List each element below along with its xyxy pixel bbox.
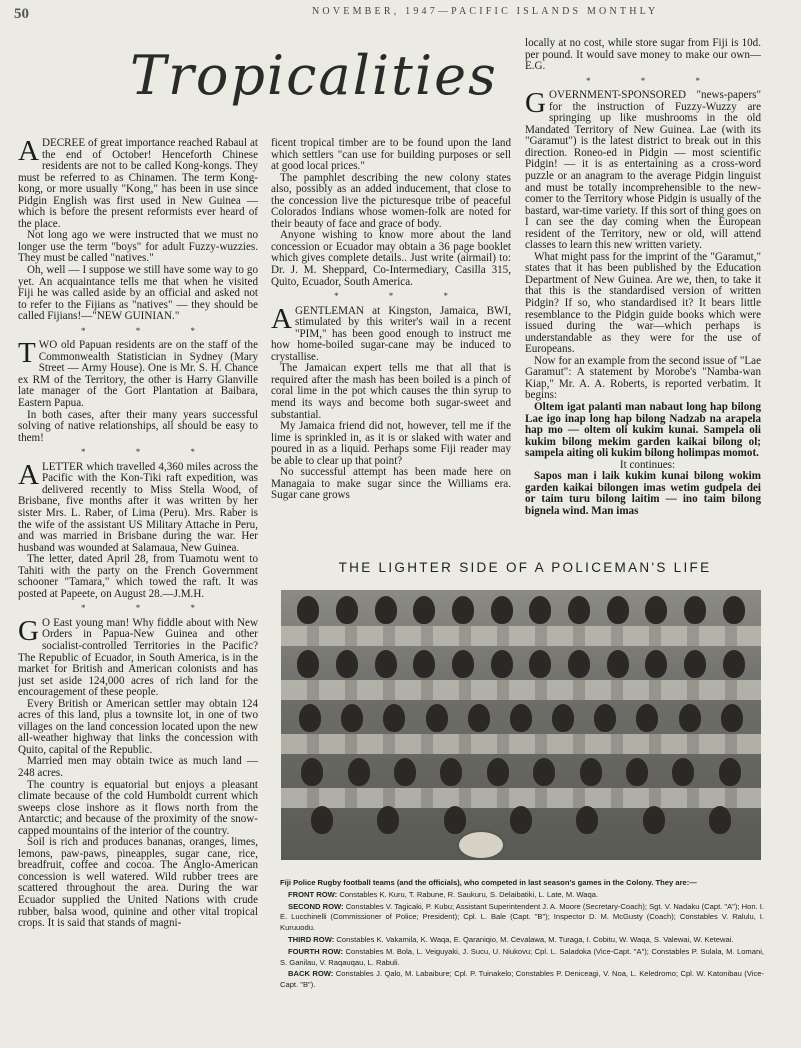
row-label: THIRD ROW: — [288, 934, 335, 944]
jerseys — [281, 680, 761, 700]
person — [645, 596, 667, 624]
article-paragraph: The country is equatorial but enjoys a pleasant climate because of the cold Humboldt current which sweeps close inshore as it flows north from the Antarctic; and because of the proximity of the snow-capped mountains of the interior of the country. — [18, 778, 258, 837]
row-names: Constables M. Bola, L. Veiguyaki, J. Sucu, U. Niukovu; Cpl. L. Saladoka (Vice-Capt. "A"); Constables P. Sulala, M. Lomani, S. Ganilau, V. Raqauqau, L. Rabuli. — [280, 946, 764, 967]
paragraph-text: WO old Papuan residents are on the staff of the Commonwealth Statistician in Sydney (Mary Street — Army House). One is Mr. S. H. Chance ex RM of the Territory, the other is Harry Glanville late manager of the Gort Plantation at Baibara, Eastern Papua. — [18, 339, 258, 410]
caption-row — [280, 969, 764, 991]
jerseys — [281, 734, 761, 754]
section-divider: * * * — [586, 75, 724, 86]
row-names: Constables J. Qalo, M. Labaibure; Cpl. P. Tuinakelo; Constables P. Deniceagi, V. Noa, L. Keledromo; Cpl. W. Katonibau (Vice-Capt. "B"). — [280, 969, 764, 990]
person — [491, 596, 513, 624]
article-paragraph: Oh, well — I suppose we still have some way to go yet. An acquaintance tells me that when he visited Fiji he was called aside by an official and asked not to refer to the Fijians as "natives" — they should be called Fijians!—"NEW GUINIAN." — [18, 264, 258, 323]
jerseys — [281, 626, 761, 646]
drop-cap: G — [525, 87, 546, 120]
drop-cap: A — [18, 458, 39, 491]
photo-row — [289, 806, 753, 834]
jerseys — [281, 788, 761, 808]
row-names: Constables K. Vakamila, K. Waqa, E. Qaraniqio, M. Cevalawa, M. Turaga, I. Cobitu, W. Waqa, S. Valewai, W. Ketewai. — [336, 934, 734, 944]
person — [684, 650, 706, 678]
article-paragraph — [18, 458, 258, 554]
caption-row — [280, 947, 764, 969]
section-divider: * * * — [81, 325, 219, 336]
team-photo — [281, 590, 761, 860]
person — [636, 704, 658, 732]
row-label: FRONT ROW: — [288, 889, 338, 899]
person — [709, 806, 731, 834]
person — [383, 704, 405, 732]
person — [552, 704, 574, 732]
article-paragraph: Not long ago we were instructed that we must no longer use the term "boys" for adult Fuzzy-wuzzies. They must be called "natives." — [18, 229, 258, 265]
article-paragraph — [18, 614, 258, 699]
person — [510, 704, 532, 732]
row-label: FOURTH ROW: — [288, 946, 344, 956]
article-paragraph — [525, 87, 761, 252]
column-title: Tropicalities — [130, 44, 498, 107]
person — [426, 704, 448, 732]
section-divider: * * * — [334, 291, 472, 302]
person — [452, 650, 474, 678]
article-paragraph: My Jamaica friend did not, however, tell me if the lime is sprinkled in, as it is or slaked with water and poured in as a liquid. Perhaps some Fiji reader may be able to clear up that point? — [271, 420, 511, 467]
person — [529, 596, 551, 624]
drop-cap: T — [18, 337, 36, 370]
rugby-ball — [457, 830, 505, 860]
caption-row — [280, 902, 764, 934]
person — [375, 596, 397, 624]
article-column-2 — [271, 138, 511, 558]
person — [301, 758, 323, 786]
person — [299, 704, 321, 732]
person — [444, 806, 466, 834]
article-paragraph — [18, 138, 258, 230]
person — [529, 650, 551, 678]
person — [336, 650, 358, 678]
person — [723, 596, 745, 624]
drop-cap: G — [18, 614, 39, 647]
running-head: NOVEMBER, 1947—PACIFIC ISLANDS MONTHLY — [312, 6, 659, 17]
person — [377, 806, 399, 834]
article-paragraph: ficent tropical timber are to be found upon the land which settlers "can use for building purposes or sell at good local prices." — [271, 138, 511, 173]
article-paragraph: In both cases, after their many years successful solving of native relationships, all should be easy to them! — [18, 408, 258, 444]
person — [679, 704, 701, 732]
person — [533, 758, 555, 786]
person — [297, 596, 319, 624]
photo-caption — [280, 878, 764, 992]
person — [672, 758, 694, 786]
article-paragraph: Anyone wishing to know more about the land concession or Ecuador may obtain a 36 page booklet which gives complete details.. Just write (airmail) to: Dr. J. M. Sheppard, Co-Intermediary, Casilla 315, Quito, Ecuador, South America. — [271, 229, 511, 288]
pidgin-quote: Sapos man i laik kukim kunai bilong wokim garden kaikai bilongen imas wetim gudpela dei or taim turu bilong laitim — ino taim bilong bignela wind. Man imas — [525, 470, 761, 517]
article-paragraph: The letter, dated April 28, from Tuamotu went to Tahiti with the party on the French Government schooner "Tamara," which towed the raft. It was posted at Papeete, on August 28.—J.M.H. — [18, 553, 258, 600]
person — [468, 704, 490, 732]
person — [348, 758, 370, 786]
article-paragraph: Now for an example from the second issue of "Lae Garamut": A statement by Morobe's "Namba-wan Kiap," Mr. A. A. Roberts, is reported verbatim. It begins: — [525, 354, 761, 402]
person — [311, 806, 333, 834]
person — [336, 596, 358, 624]
person — [341, 704, 363, 732]
photo-row — [289, 704, 753, 732]
person — [491, 650, 513, 678]
person — [576, 806, 598, 834]
person — [594, 704, 616, 732]
article-paragraph: locally at no cost, while store sugar from Fiji is 10d. per pound. It would save money to make our own—E.G. — [525, 38, 761, 73]
paragraph-text: O East young man! Why fiddle about with New Orders in Papua-New Guinea and other socialist-controlled Territories in the Pacific? The Republic of Ecuador, in South America, is in the market for British and American colonists and has just set aside 124,000 acres of rich land for the encouragement of these people. — [18, 616, 258, 699]
person — [297, 650, 319, 678]
photo-heading: THE LIGHTER SIDE OF A POLICEMAN'S LIFE — [338, 560, 712, 575]
person — [413, 650, 435, 678]
article-paragraph: Married men may obtain twice as much land — 248 acres. — [18, 755, 258, 779]
drop-cap: A — [271, 302, 292, 335]
person — [452, 596, 474, 624]
pidgin-quote: Oltem igat palanti man nabaut long hap bilong Lae igo inap long hap bilong Nadzab na arapela hap mo — oltem oli kukim kunai. Sampela oli kukim bilong mekim garden kaikai bilong ol; sampela aiting oli kukim bilong holimpas momot. — [525, 400, 761, 460]
person — [719, 758, 741, 786]
caption-intro: Fiji Police Rugby football teams (and the officials), who competed in last season's games in the Colony. They are:— — [280, 878, 697, 887]
person — [626, 758, 648, 786]
person — [645, 650, 667, 678]
paragraph-text: DECREE of great importance reached Rabaul at the end of October! Henceforth Chinese residents are not to be called Kong-kongs. They must be referred to as Chinamen. The term Kong-kong, or more usually "Kong," has been in use since Pidgin English was first used in New Guinea — which is before the present reformists ever heard of the place. — [18, 138, 258, 230]
article-paragraph: The Jamaican expert tells me that all that is required after the mash has been boiled is a pinch of coral lime in the pot which causes the thin syrup to mend its ways and become both sugar-sweet and substantial. — [271, 362, 511, 421]
article-column-3 — [525, 38, 761, 556]
row-label: BACK ROW: — [288, 969, 334, 979]
person — [394, 758, 416, 786]
person — [607, 650, 629, 678]
person — [643, 806, 665, 834]
caption-row — [280, 935, 764, 946]
person — [568, 650, 590, 678]
section-divider: * * * — [81, 603, 219, 614]
row-names: Constables V. Tagicaki, P. Kubu; Assistant Superintendent J. A. Moore (Secretary-Coach); Sgt. V. Nadaku (Capt. "A"); Hon. I. E. Lucchinelli (Commissioner of Police; President); Cpl. L. Bale (Capt. "B"); Inspector D. M. McGusty (Coach); Constables V. Ralulu, I. Kuruuodu. — [280, 901, 764, 933]
article-column-1 — [18, 138, 258, 1043]
person — [568, 596, 590, 624]
row-label: SECOND ROW: — [288, 901, 344, 911]
person — [487, 758, 509, 786]
person — [607, 596, 629, 624]
paragraph-text: OVERNMENT-SPONSORED "news-papers" for the instruction of Fuzzy-Wuzzy are springing up like mushrooms in the old Mandated Territory of New Guinea. Lae (with its "Garamut") is the latest district to break out in this direction. Roneo-ed in Pidgin — most scientific Pidgin! — it is as entertaining as a cross-word puzzle or an anagram to the average Pidgin linguist and must be totally incomprehensible to the new-comer to the Territory whose Pidgin is usually of the bastard, war-time variety. If this sort of thing goes on I can see the day coming when the European resident of the Territory, new or old, will attend classes to learn this new written variety. — [525, 89, 761, 252]
section-divider: * * * — [81, 447, 219, 458]
person — [440, 758, 462, 786]
person — [580, 758, 602, 786]
person — [684, 596, 706, 624]
row-names: Constables K. Kuru, T. Rabune, R. Saukuru, S. Delaibatiki, L. Late, M. Waqa. — [339, 889, 599, 899]
paragraph-text: LETTER which travelled 4,360 miles across the Pacific with the Kon-Tiki raft expedition, was delivered recently to Miss Stella Wood, of Brisbane, five months after it was written by her sister Mrs. L. Raber, of Lima (Peru). Mrs. Raber is the wife of the assistant US Military Attache in Peru, and was married in Brisbane during the war. Her husband was wounded at Salamaua, New Guinea. — [18, 460, 258, 554]
article-paragraph: The pamphlet describing the new colony states also, possibly as an added inducement, that close to the concession live the picturesque tribe of peaceful Colorados Indians whose women-folk are noted for their beauty of face and grace of body. — [271, 171, 511, 230]
article-paragraph — [271, 302, 511, 364]
photo-row — [289, 650, 753, 678]
article-paragraph: It continues: — [619, 458, 676, 471]
article-paragraph — [18, 337, 258, 410]
article-paragraph: No successful attempt has been made here on Managaia to make sugar since the Williams era. Sugar cane grows — [271, 466, 511, 502]
article-paragraph: Every British or American settler may obtain 124 acres of this land, plus a townsite lot, in one of two villages on the land concession located upon the new all-weather highway that links the concession with Quito, capital of the Republic. — [18, 697, 258, 756]
person — [510, 806, 532, 834]
caption-row — [280, 890, 764, 901]
drop-cap: A — [18, 138, 39, 167]
person — [375, 650, 397, 678]
photo-row — [289, 596, 753, 624]
photo-row — [289, 758, 753, 786]
page-number: 50 — [14, 6, 29, 22]
person — [413, 596, 435, 624]
person — [723, 650, 745, 678]
paragraph-text: GENTLEMAN at Kingston, Jamaica, BWI, stimulated by this writer's wail in a recent "PIM," has been good enough to instruct me how home-boiled sugar-cane may be induced to crystallise. — [271, 304, 511, 363]
person — [721, 704, 743, 732]
article-paragraph: Soil is rich and produces bananas, oranges, limes, lemons, paw-paws, pineapples, sugar cane, rice, breadfruit, coffee and cocoa. The Anglo-American concession is well watered. Wild rubber trees are scattered throughout the area. During the war Ecuador supplied the United Nations with crude rubber, balsa wood, quinine and other vital tropical crops. It is said that stands of magni- — [18, 836, 258, 930]
article-paragraph: What might pass for the imprint of the "Garamut," states that it has been published by the Education Department of New Guinea. Are we, then, to take it that this is the standardised version of written Pidgin? If so, who standardised it? It bears little resemblance to the Pidgin guide books which were issued during the war—which perhaps is understandable as they were for the use of Europeans. — [525, 250, 761, 356]
